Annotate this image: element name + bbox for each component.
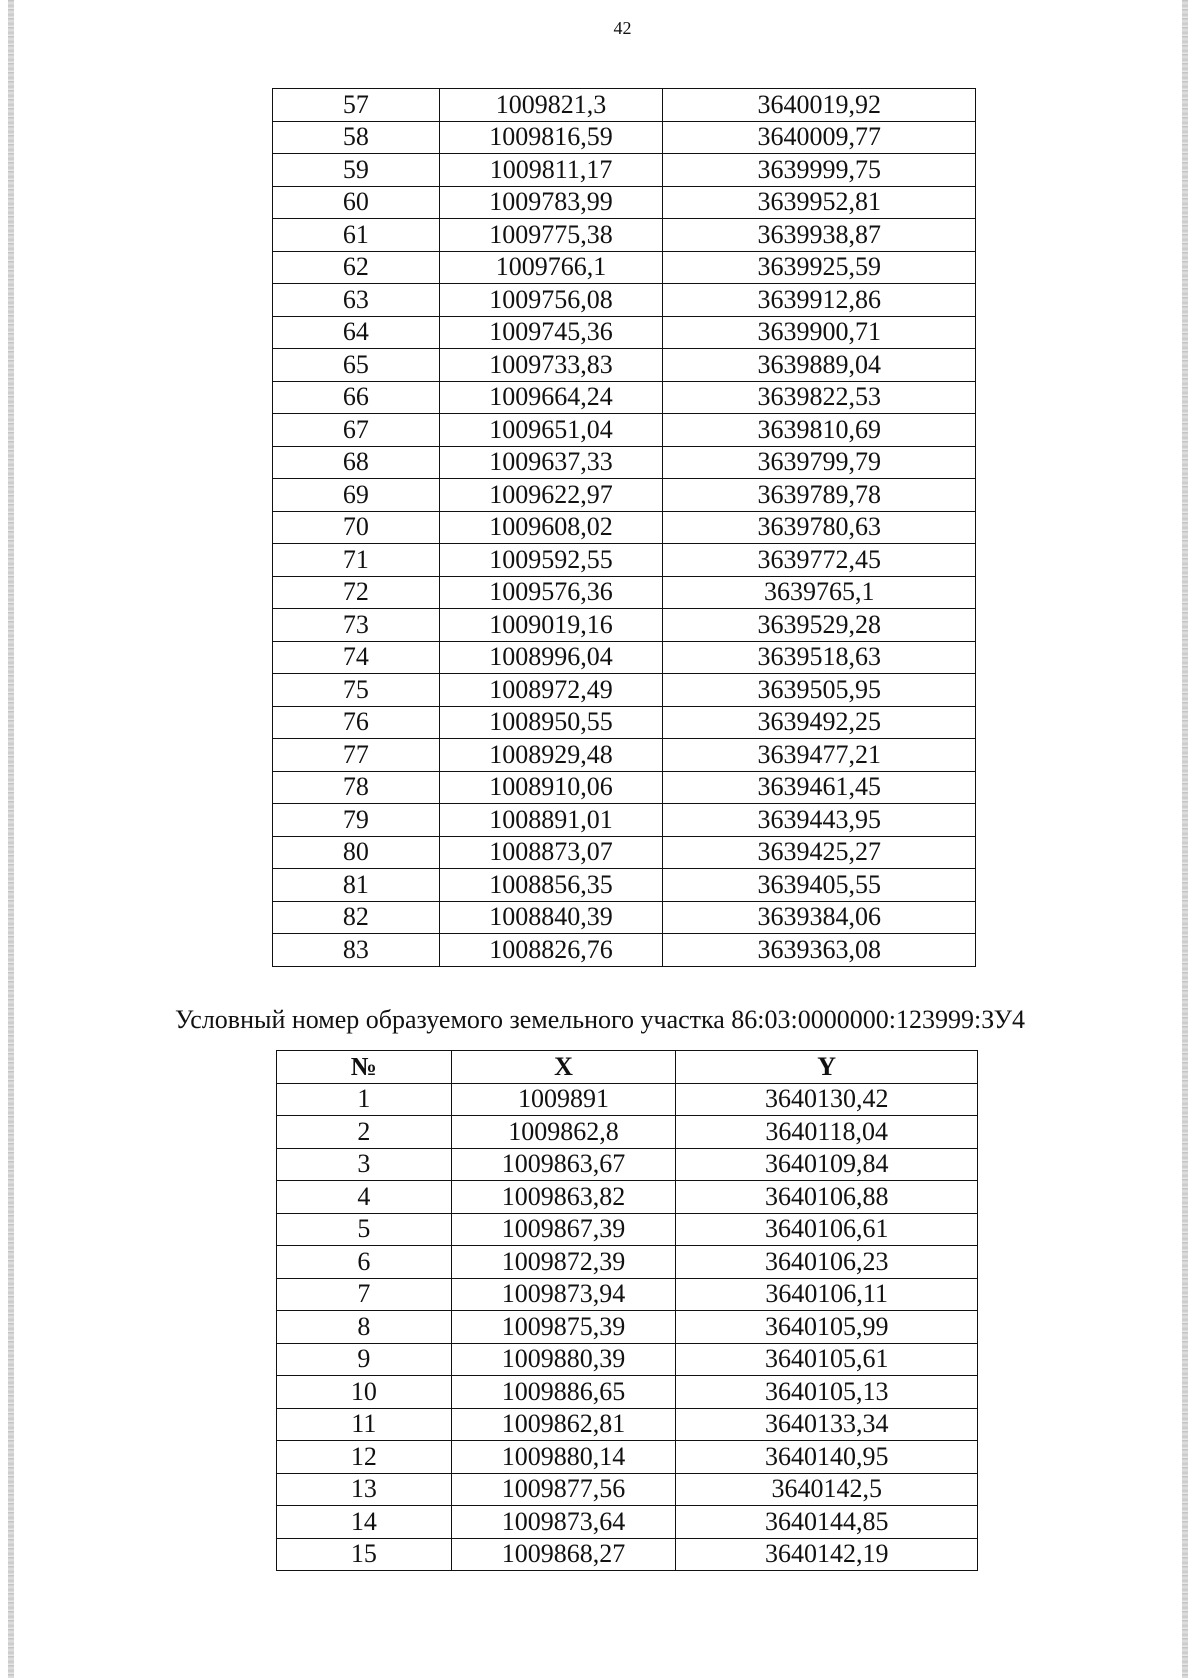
- table-row: [273, 316, 976, 349]
- y-coordinate-cell: 3640009,77: [663, 121, 976, 154]
- point-number-cell: 10: [277, 1376, 452, 1409]
- x-coordinate-cell: 1009863,82: [451, 1181, 676, 1214]
- y-coordinate-cell: 3639765,1: [663, 576, 976, 609]
- y-coordinate-cell: 3639789,78: [663, 479, 976, 512]
- coordinates-table-body: [277, 1083, 978, 1571]
- x-coordinate-cell: 1009880,14: [451, 1441, 676, 1474]
- x-coordinate-cell: 1008891,01: [439, 804, 663, 837]
- point-number-cell: 15: [277, 1538, 452, 1571]
- point-number-cell: 77: [273, 739, 440, 772]
- coordinates-table-continued: [272, 88, 976, 967]
- x-coordinate-cell: 1009745,36: [439, 316, 663, 349]
- x-coordinate-cell: 1009775,38: [439, 219, 663, 252]
- y-coordinate-cell: 3639492,25: [663, 706, 976, 739]
- point-number-cell: 13: [277, 1473, 452, 1506]
- y-coordinate-cell: 3639443,95: [663, 804, 976, 837]
- x-coordinate-cell: 1009637,33: [439, 446, 663, 479]
- y-coordinate-cell: 3640118,04: [676, 1116, 978, 1149]
- point-number-cell: 72: [273, 576, 440, 609]
- point-number-cell: 69: [273, 479, 440, 512]
- y-coordinate-cell: 3640106,88: [676, 1181, 978, 1214]
- y-coordinate-cell: 3639952,81: [663, 186, 976, 219]
- y-coordinate-cell: 3640106,61: [676, 1213, 978, 1246]
- scan-edge-right: [1182, 0, 1188, 1678]
- y-coordinate-cell: 3639425,27: [663, 836, 976, 869]
- table-row: [273, 804, 976, 837]
- point-number-cell: 80: [273, 836, 440, 869]
- point-number-cell: 4: [277, 1181, 452, 1214]
- y-coordinate-cell: 3639505,95: [663, 674, 976, 707]
- table-row: [273, 836, 976, 869]
- point-number-cell: 71: [273, 544, 440, 577]
- x-coordinate-cell: 1009608,02: [439, 511, 663, 544]
- table-row: [273, 154, 976, 187]
- table-row: [277, 1376, 978, 1409]
- point-number-cell: 78: [273, 771, 440, 804]
- point-number-cell: 7: [277, 1278, 452, 1311]
- table-row: [273, 576, 976, 609]
- x-coordinate-cell: 1008856,35: [439, 869, 663, 902]
- point-number-cell: 81: [273, 869, 440, 902]
- y-coordinate-cell: 3640144,85: [676, 1506, 978, 1539]
- point-number-cell: 83: [273, 934, 440, 967]
- x-coordinate-cell: 1008826,76: [439, 934, 663, 967]
- point-number-cell: 62: [273, 251, 440, 284]
- x-coordinate-cell: 1009821,3: [439, 89, 663, 122]
- y-coordinate-cell: 3640019,92: [663, 89, 976, 122]
- table-row: [273, 284, 976, 317]
- y-coordinate-cell: 3640133,34: [676, 1408, 978, 1441]
- x-coordinate-cell: 1009891: [451, 1083, 676, 1116]
- header-number: №: [277, 1051, 452, 1084]
- point-number-cell: 11: [277, 1408, 452, 1441]
- table-row: [273, 219, 976, 252]
- x-coordinate-cell: 1009733,83: [439, 349, 663, 382]
- header-y: Y: [676, 1051, 978, 1084]
- y-coordinate-cell: 3639384,06: [663, 901, 976, 934]
- x-coordinate-cell: 1009886,65: [451, 1376, 676, 1409]
- scan-edge-left: [8, 0, 14, 1678]
- point-number-cell: 76: [273, 706, 440, 739]
- point-number-cell: 59: [273, 154, 440, 187]
- table-row: [277, 1506, 978, 1539]
- x-coordinate-cell: 1009816,59: [439, 121, 663, 154]
- x-coordinate-cell: 1009019,16: [439, 609, 663, 642]
- y-coordinate-cell: 3640105,61: [676, 1343, 978, 1376]
- point-number-cell: 65: [273, 349, 440, 382]
- y-coordinate-cell: 3640130,42: [676, 1083, 978, 1116]
- y-coordinate-cell: 3639799,79: [663, 446, 976, 479]
- y-coordinate-cell: 3639810,69: [663, 414, 976, 447]
- header-x: X: [451, 1051, 676, 1084]
- y-coordinate-cell: 3640105,99: [676, 1311, 978, 1344]
- table-row: [273, 901, 976, 934]
- table-row: [273, 349, 976, 382]
- x-coordinate-cell: 1009875,39: [451, 1311, 676, 1344]
- point-number-cell: 6: [277, 1246, 452, 1279]
- land-plot-caption: Условный номер образуемого земельного участка 86:03:0000000:123999:ЗУ4: [175, 1005, 1025, 1034]
- x-coordinate-cell: 1008972,49: [439, 674, 663, 707]
- table-row: [273, 674, 976, 707]
- table-row: [277, 1083, 978, 1116]
- table-row: [273, 511, 976, 544]
- table-row: [273, 641, 976, 674]
- table-row: [273, 446, 976, 479]
- x-coordinate-cell: 1008996,04: [439, 641, 663, 674]
- table-row: [273, 251, 976, 284]
- point-number-cell: 8: [277, 1311, 452, 1344]
- x-coordinate-cell: 1008840,39: [439, 901, 663, 934]
- y-coordinate-cell: 3640109,84: [676, 1148, 978, 1181]
- y-coordinate-cell: 3639477,21: [663, 739, 976, 772]
- y-coordinate-cell: 3639912,86: [663, 284, 976, 317]
- point-number-cell: 9: [277, 1343, 452, 1376]
- table-row: [273, 381, 976, 414]
- coordinates-table-body: [273, 89, 976, 967]
- y-coordinate-cell: 3639405,55: [663, 869, 976, 902]
- x-coordinate-cell: 1009877,56: [451, 1473, 676, 1506]
- y-coordinate-cell: 3640140,95: [676, 1441, 978, 1474]
- y-coordinate-cell: 3640106,23: [676, 1246, 978, 1279]
- y-coordinate-cell: 3639772,45: [663, 544, 976, 577]
- table-row: [277, 1278, 978, 1311]
- y-coordinate-cell: 3639999,75: [663, 154, 976, 187]
- table-row: [273, 414, 976, 447]
- y-coordinate-cell: 3639889,04: [663, 349, 976, 382]
- point-number-cell: 3: [277, 1148, 452, 1181]
- y-coordinate-cell: 3639822,53: [663, 381, 976, 414]
- table-row: [273, 869, 976, 902]
- x-coordinate-cell: 1009622,97: [439, 479, 663, 512]
- y-coordinate-cell: 3639518,63: [663, 641, 976, 674]
- table-row: [277, 1148, 978, 1181]
- point-number-cell: 75: [273, 674, 440, 707]
- point-number-cell: 61: [273, 219, 440, 252]
- point-number-cell: 57: [273, 89, 440, 122]
- point-number-cell: 70: [273, 511, 440, 544]
- x-coordinate-cell: 1009756,08: [439, 284, 663, 317]
- point-number-cell: 82: [273, 901, 440, 934]
- x-coordinate-cell: 1008873,07: [439, 836, 663, 869]
- y-coordinate-cell: 3639900,71: [663, 316, 976, 349]
- y-coordinate-cell: 3639461,45: [663, 771, 976, 804]
- table-row: [277, 1441, 978, 1474]
- table-row: [273, 89, 976, 122]
- table-row: [277, 1181, 978, 1214]
- x-coordinate-cell: 1009873,94: [451, 1278, 676, 1311]
- table-row: [273, 934, 976, 967]
- y-coordinate-cell: 3640142,19: [676, 1538, 978, 1571]
- table-row: [277, 1311, 978, 1344]
- table-row: [277, 1538, 978, 1571]
- x-coordinate-cell: 1009576,36: [439, 576, 663, 609]
- y-coordinate-cell: 3640105,13: [676, 1376, 978, 1409]
- x-coordinate-cell: 1009783,99: [439, 186, 663, 219]
- point-number-cell: 73: [273, 609, 440, 642]
- x-coordinate-cell: 1009862,81: [451, 1408, 676, 1441]
- y-coordinate-cell: 3639925,59: [663, 251, 976, 284]
- x-coordinate-cell: 1009766,1: [439, 251, 663, 284]
- x-coordinate-cell: 1008910,06: [439, 771, 663, 804]
- x-coordinate-cell: 1009651,04: [439, 414, 663, 447]
- point-number-cell: 5: [277, 1213, 452, 1246]
- x-coordinate-cell: 1009872,39: [451, 1246, 676, 1279]
- x-coordinate-cell: 1009811,17: [439, 154, 663, 187]
- point-number-cell: 63: [273, 284, 440, 317]
- x-coordinate-cell: 1008929,48: [439, 739, 663, 772]
- point-number-cell: 64: [273, 316, 440, 349]
- y-coordinate-cell: 3639938,87: [663, 219, 976, 252]
- coordinates-table-zu4: [276, 1050, 978, 1571]
- point-number-cell: 67: [273, 414, 440, 447]
- y-coordinate-cell: 3640142,5: [676, 1473, 978, 1506]
- table-row: [273, 121, 976, 154]
- x-coordinate-cell: 1009873,64: [451, 1506, 676, 1539]
- x-coordinate-cell: 1008950,55: [439, 706, 663, 739]
- table-row: [273, 706, 976, 739]
- table-row: [277, 1473, 978, 1506]
- y-coordinate-cell: 3639780,63: [663, 511, 976, 544]
- point-number-cell: 1: [277, 1083, 452, 1116]
- x-coordinate-cell: 1009862,8: [451, 1116, 676, 1149]
- x-coordinate-cell: 1009863,67: [451, 1148, 676, 1181]
- table-row: [277, 1116, 978, 1149]
- x-coordinate-cell: 1009868,27: [451, 1538, 676, 1571]
- table-row: [277, 1408, 978, 1441]
- point-number-cell: 60: [273, 186, 440, 219]
- table-row: [277, 1343, 978, 1376]
- table-row: [277, 1246, 978, 1279]
- x-coordinate-cell: 1009880,39: [451, 1343, 676, 1376]
- point-number-cell: 68: [273, 446, 440, 479]
- point-number-cell: 12: [277, 1441, 452, 1474]
- table-row: [273, 186, 976, 219]
- x-coordinate-cell: 1009867,39: [451, 1213, 676, 1246]
- point-number-cell: 79: [273, 804, 440, 837]
- point-number-cell: 74: [273, 641, 440, 674]
- page-number: 42: [613, 18, 632, 38]
- point-number-cell: 58: [273, 121, 440, 154]
- table-row: [273, 609, 976, 642]
- point-number-cell: 14: [277, 1506, 452, 1539]
- table-row: [273, 771, 976, 804]
- y-coordinate-cell: 3639363,08: [663, 934, 976, 967]
- x-coordinate-cell: 1009664,24: [439, 381, 663, 414]
- table-row: [277, 1213, 978, 1246]
- point-number-cell: 2: [277, 1116, 452, 1149]
- table-row: [273, 479, 976, 512]
- table-header-row: [277, 1051, 978, 1084]
- point-number-cell: 66: [273, 381, 440, 414]
- y-coordinate-cell: 3639529,28: [663, 609, 976, 642]
- y-coordinate-cell: 3640106,11: [676, 1278, 978, 1311]
- table-row: [273, 544, 976, 577]
- table-row: [273, 739, 976, 772]
- x-coordinate-cell: 1009592,55: [439, 544, 663, 577]
